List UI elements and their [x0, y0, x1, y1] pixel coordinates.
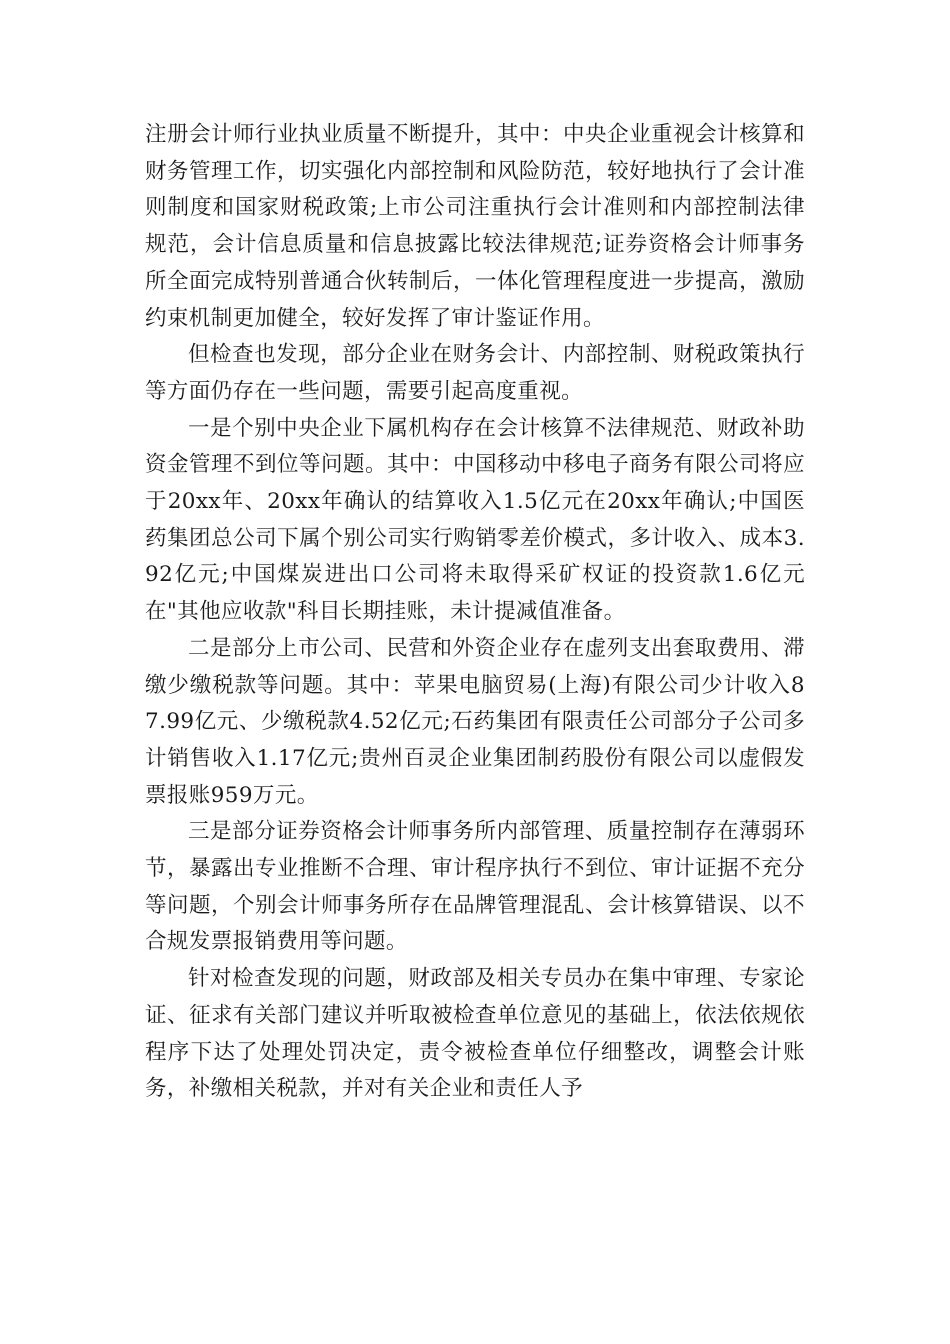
paragraph-3: 一是个别中央企业下属机构存在会计核算不法律规范、财政补助资金管理不到位等问题。其中：中国移动中移电子商务有限公司将应于20xx年、20xx年确认的结算收入1.5亿元在20xx年确认;中国医药集团总公司下属个别公司实行购销零差价模式，多计收入、成本3.92亿元;中国煤炭进出口公司将未取得采矿权证的投资款1.6亿元在"其他应收款"科目长期挂账，未计提减值准备。 — [145, 415, 805, 625]
document-body — [145, 117, 805, 1108]
paragraph-6: 针对检查发现的问题，财政部及相关专员办在集中审理、专家论证、征求有关部门建议并听取被检查单位意见的基础上，依法依规依程序下达了处理处罚决定，责令被检查单位仔细整改，调整会计账务，补缴相关税款，并对有关企业和责任人予 — [145, 966, 805, 1102]
paragraph-1: 注册会计师行业执业质量不断提升，其中：中央企业重视会计核算和财务管理工作，切实强化内部控制和风险防范，较好地执行了会计准则制度和国家财税政策;上市公司注重执行会计准则和内部控制法律规范，会计信息质量和信息披露比较法律规范;证券资格会计师事务所全面完成特别普通合伙转制后，一体化管理程度进一步提高，激励约束机制更加健全，较好发挥了审计鉴证作用。 — [145, 122, 805, 331]
paragraph-5: 三是部分证券资格会计师事务所内部管理、质量控制存在薄弱环节，暴露出专业推断不合理、审计程序执行不到位、审计证据不充分等问题，个别会计师事务所存在品牌管理混乱、会计核算错误、以不合规发票报销费用等问题。 — [145, 819, 805, 955]
paragraph-4: 二是部分上市公司、民营和外资企业存在虚列支出套取费用、滞缴少缴税款等问题。其中：苹果电脑贸易(上海)有限公司少计收入87.99亿元、少缴税款4.52亿元;石药集团有限责任公司部分子公司多计销售收入1.17亿元;贵州百灵企业集团制药股份有限公司以虚假发票报账959万元。 — [145, 635, 805, 808]
paragraph-2: 但检查也发现，部分企业在财务会计、内部控制、财税政策执行等方面仍存在一些问题，需要引起高度重视。 — [145, 342, 805, 404]
